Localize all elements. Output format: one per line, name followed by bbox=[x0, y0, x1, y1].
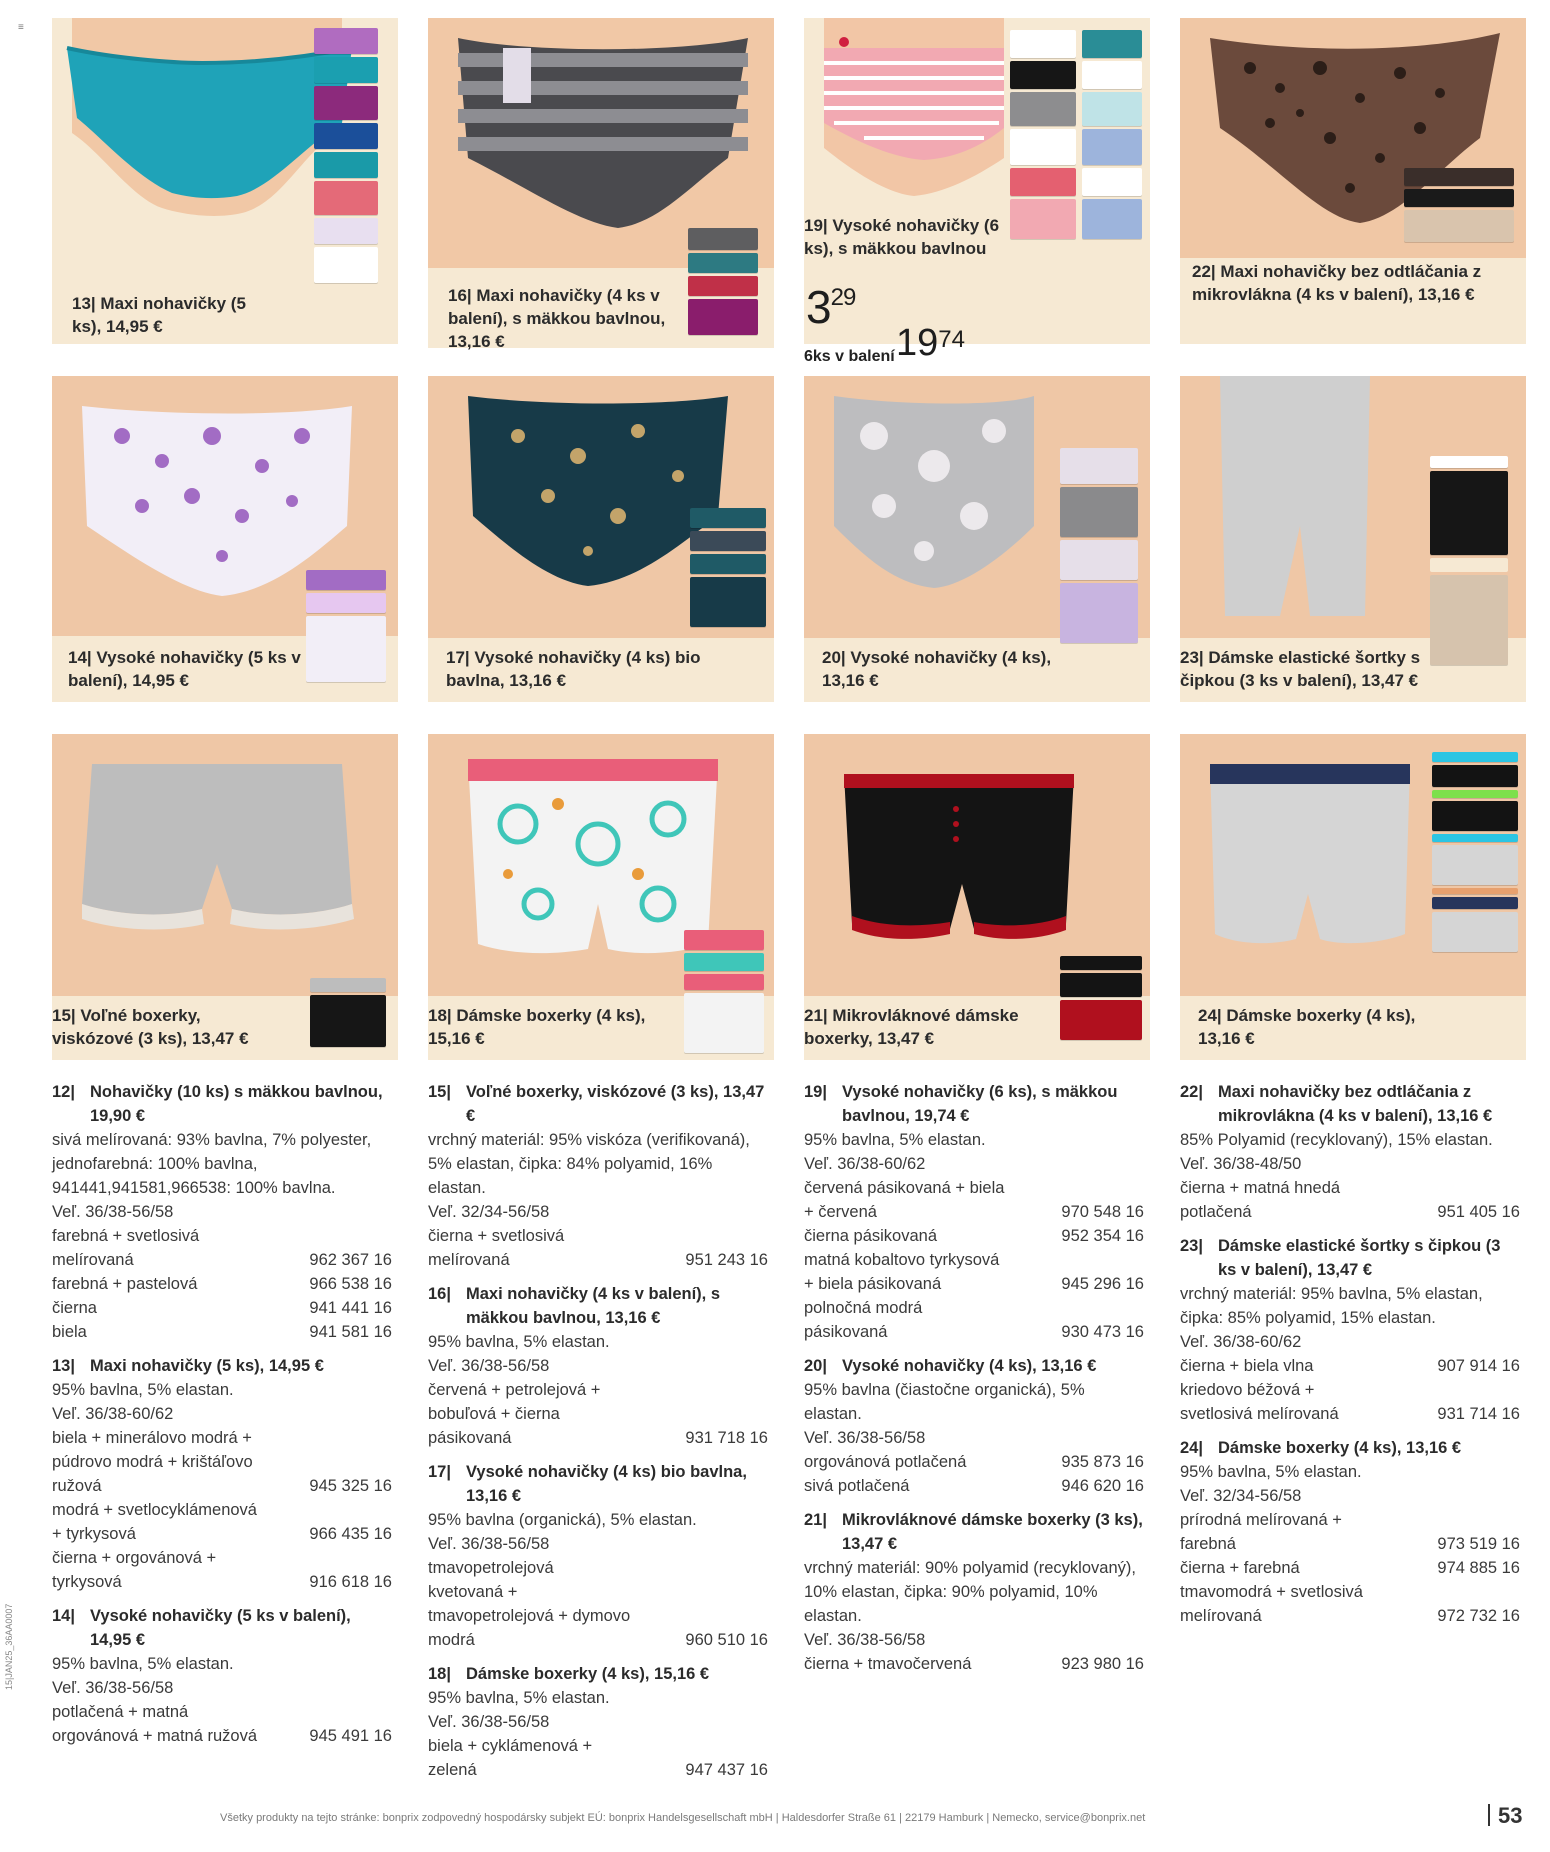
product-caption: Mikrovláknové dámske boxerky, 13,47 € bbox=[804, 1006, 1019, 1048]
variant-code: 951 243 16 bbox=[685, 1251, 768, 1269]
variant-color: čierna + matná hnedá potlačená bbox=[1180, 1179, 1341, 1221]
variant-color: biela + minerálovo modrá + púdrovo modrá + krištáľovo ružová bbox=[52, 1429, 253, 1495]
variant-row bbox=[1180, 1580, 1520, 1628]
item-number: 19| bbox=[804, 1083, 827, 1101]
product-info-16 bbox=[428, 1282, 768, 1458]
product-info-title bbox=[1180, 1080, 1520, 1128]
product-caption: Maxi nohavičky (4 ks v balení), s mäkkou bavlnou, 13,16 € bbox=[448, 286, 666, 351]
spec-line: 95% bavlna, 5% elastan. bbox=[428, 1333, 610, 1351]
item-number: 14| bbox=[52, 1607, 75, 1625]
info-column-3 bbox=[804, 1080, 1144, 1686]
variant-row bbox=[1180, 1556, 1520, 1580]
spec-line: 95% bavlna, 5% elastan. bbox=[52, 1381, 234, 1399]
pack-label: 6ks v balení bbox=[804, 348, 895, 365]
item-title: Maxi nohavičky (4 ks v balení), s mäkkou bavlnou, 13,16 € bbox=[466, 1285, 721, 1327]
variant-code: 930 473 16 bbox=[1061, 1323, 1144, 1341]
item-title: Vysoké nohavičky (6 ks), s mäkkou bavlnou, 19,74 € bbox=[842, 1083, 1118, 1125]
variant-code: 941 581 16 bbox=[309, 1323, 392, 1341]
variant-row bbox=[52, 1320, 392, 1344]
item-number: 22 bbox=[1192, 262, 1211, 281]
item-number: 24 bbox=[1198, 1006, 1217, 1025]
variant-color: polnočná modrá pásikovaná bbox=[804, 1299, 923, 1341]
variant-row bbox=[428, 1224, 768, 1272]
spec-line: Veľ. 36/38-56/58 bbox=[52, 1679, 174, 1697]
spec-line: Veľ. 36/38-60/62 bbox=[52, 1405, 174, 1423]
item-number: 22| bbox=[1180, 1083, 1203, 1101]
product-tile-13[interactable]: 13| Maxi nohavičky (5 ks), 14,95 € bbox=[52, 18, 398, 344]
item-title: Nohavičky (10 ks) s mäkkou bavlnou, 19,90 € bbox=[90, 1083, 383, 1125]
item-number: 17 bbox=[446, 648, 465, 667]
variant-code: 974 885 16 bbox=[1437, 1559, 1520, 1577]
variant-code: 941 441 16 bbox=[309, 1299, 392, 1317]
item-title: Dámske boxerky (4 ks), 15,16 € bbox=[466, 1665, 710, 1683]
product-info-title bbox=[1180, 1436, 1520, 1460]
product-caption: Voľné boxerky, viskózové (3 ks), 13,47 € bbox=[52, 1006, 249, 1048]
item-number: 24| bbox=[1180, 1439, 1203, 1457]
spec-line: 85% Polyamid (recyklovaný), 15% elastan. bbox=[1180, 1131, 1493, 1149]
product-info-title bbox=[804, 1080, 1144, 1128]
item-number: 20| bbox=[804, 1357, 827, 1375]
variant-code: 945 296 16 bbox=[1061, 1275, 1144, 1293]
variant-code: 923 980 16 bbox=[1061, 1655, 1144, 1673]
variant-code: 916 618 16 bbox=[309, 1573, 392, 1591]
variant-color: biela bbox=[52, 1323, 87, 1341]
variant-color: tmavopetrolejová kvetovaná + tmavopetrolejová + dymovo modrá bbox=[428, 1559, 631, 1649]
spec-line: Veľ. 36/38-56/58 bbox=[52, 1203, 174, 1221]
menu-mark: ≡ bbox=[18, 22, 24, 33]
product-info-21 bbox=[804, 1508, 1144, 1684]
item-number: 21| bbox=[804, 1511, 827, 1529]
item-number: 15| bbox=[428, 1083, 451, 1101]
variant-color: kriedovo béžová + svetlosivá melírovaná bbox=[1180, 1381, 1339, 1423]
variant-row bbox=[52, 1296, 392, 1320]
item-title: Vysoké nohavičky (5 ks v balení), 14,95 € bbox=[90, 1607, 351, 1649]
item-title: Dámske elastické šortky s čipkou (3 ks v balení), 13,47 € bbox=[1218, 1237, 1501, 1279]
variant-code: 952 354 16 bbox=[1061, 1227, 1144, 1245]
variant-code: 931 714 16 bbox=[1437, 1405, 1520, 1423]
spec-line: 95% bavlna (organická), 5% elastan. bbox=[428, 1511, 697, 1529]
variant-row bbox=[428, 1734, 768, 1782]
product-tile-21[interactable]: 21| Mikrovláknové dámske boxerky, 13,47 € bbox=[804, 734, 1150, 1060]
item-title: Maxi nohavičky (5 ks), 14,95 € bbox=[90, 1357, 324, 1375]
item-number: 23 bbox=[1180, 648, 1199, 667]
product-tile-19[interactable]: 19| Vysoké nohavičky (6 ks), s mäkkou bavlnou $3^{29}$ 6ks v balení bbox=[804, 18, 1150, 344]
variant-row bbox=[804, 1248, 1144, 1296]
variant-row bbox=[1180, 1508, 1520, 1556]
item-title: Mikrovláknové dámske boxerky (3 ks), 13,47 € bbox=[842, 1511, 1143, 1553]
product-caption: Vysoké nohavičky (5 ks v balení), 14,95 € bbox=[68, 648, 301, 690]
product-info-title bbox=[428, 1460, 768, 1508]
variant-row bbox=[52, 1272, 392, 1296]
product-caption: Dámske boxerky (4 ks), 15,16 € bbox=[428, 1006, 646, 1048]
variant-code: 973 519 16 bbox=[1437, 1535, 1520, 1553]
item-number: 21 bbox=[804, 1006, 823, 1025]
variant-row bbox=[52, 1224, 392, 1272]
item-number: 13 bbox=[72, 294, 91, 313]
spec-line: Veľ. 32/34-56/58 bbox=[428, 1203, 550, 1221]
variant-color: potlačená + matná orgovánová + matná ružová bbox=[52, 1703, 258, 1745]
product-tile-22[interactable]: 22| Maxi nohavičky bez odtláčania z mikrovlákna (4 ks v balení), 13,16 € bbox=[1180, 18, 1526, 344]
item-number: 12| bbox=[52, 1083, 75, 1101]
variant-code: 966 435 16 bbox=[309, 1525, 392, 1543]
spec-line: 95% bavlna, 5% elastan. bbox=[428, 1689, 610, 1707]
variant-color: modrá + svetlocyklámenová + tyrkysová bbox=[52, 1501, 257, 1543]
variant-code: 962 367 16 bbox=[309, 1251, 392, 1269]
variant-row bbox=[428, 1556, 768, 1652]
item-number: 13| bbox=[52, 1357, 75, 1375]
spec-line: Veľ. 36/38-56/58 bbox=[428, 1535, 550, 1553]
variant-color: čierna pásikovaná bbox=[804, 1227, 937, 1245]
product-info-14 bbox=[52, 1604, 392, 1756]
variant-code: 945 325 16 bbox=[309, 1477, 392, 1495]
product-info-title bbox=[52, 1604, 392, 1652]
spec-line: Veľ. 32/34-56/58 bbox=[1180, 1487, 1302, 1505]
spec-line: 95% bavlna (čiastočne organická), 5% elastan. bbox=[804, 1381, 1085, 1423]
variant-row bbox=[52, 1700, 392, 1748]
item-number: 14 bbox=[68, 648, 87, 667]
footer-legal: Všetky produkty na tejto stránke: bonprix zodpovedný hospodársky subjekt EÚ: bonprix Handelsgesellschaft mbH | Haldesdorfer Straße 61 | 22179 Hamburk | Nemecko, service@bonprix.net bbox=[220, 1812, 1146, 1824]
product-tile-16[interactable]: 16| Maxi nohavičky (4 ks v balení), s mäkkou bavlnou, 13,16 € bbox=[428, 18, 774, 348]
variant-code: 946 620 16 bbox=[1061, 1477, 1144, 1495]
product-tile-20[interactable]: 20| Vysoké nohavičky (4 ks), 13,16 € bbox=[804, 376, 1150, 702]
product-caption: Maxi nohavičky (5 ks), 14,95 € bbox=[72, 294, 246, 336]
variant-color: červená pásikovaná + biela + červená bbox=[804, 1179, 1005, 1221]
unit-price: $3^{29}$ bbox=[806, 281, 856, 333]
item-title: Vysoké nohavičky (4 ks), 13,16 € bbox=[842, 1357, 1097, 1375]
product-info-title bbox=[428, 1662, 768, 1686]
product-info-12 bbox=[52, 1080, 392, 1352]
variant-color: čierna bbox=[52, 1299, 97, 1317]
product-info-13 bbox=[52, 1354, 392, 1602]
product-info-title bbox=[428, 1080, 768, 1128]
item-title: Maxi nohavičky bez odtláčania z mikrovlákna (4 ks v balení), 13,16 € bbox=[1218, 1083, 1493, 1125]
info-column-4 bbox=[1180, 1080, 1520, 1638]
product-tile-23[interactable]: 23| Dámske elastické šortky s čipkou (3 ks v balení), 13,47 € bbox=[1180, 376, 1526, 702]
variant-color: biela + cyklámenová + zelená bbox=[428, 1737, 593, 1779]
spec-line: Veľ. 36/38-48/50 bbox=[1180, 1155, 1302, 1173]
product-info-15 bbox=[428, 1080, 768, 1280]
variant-color: čierna + biela vlna bbox=[1180, 1357, 1314, 1375]
variant-color: červená + petrolejová + bobuľová + čierna pásikovaná bbox=[428, 1381, 601, 1447]
variant-code: 972 732 16 bbox=[1437, 1607, 1520, 1625]
spec-line: sivá melírovaná: 93% bavlna, 7% polyester, jednofarebná: 100% bavlna, 941441,941581,966538: 100% bavlna. bbox=[52, 1131, 372, 1197]
total-price: $19^{74}$ bbox=[896, 322, 965, 364]
product-info-24 bbox=[1180, 1436, 1520, 1636]
variant-row bbox=[804, 1296, 1144, 1344]
variant-row bbox=[804, 1474, 1144, 1498]
product-info-title bbox=[804, 1508, 1144, 1556]
product-caption: Maxi nohavičky bez odtláčania z mikrovlákna (4 ks v balení), 13,16 € bbox=[1192, 262, 1482, 304]
product-info-title bbox=[1180, 1234, 1520, 1282]
variant-row bbox=[1180, 1176, 1520, 1224]
spec-line: 95% bavlna, 5% elastan. bbox=[1180, 1463, 1362, 1481]
variant-row bbox=[52, 1546, 392, 1594]
spec-line: 95% bavlna, 5% elastan. bbox=[52, 1655, 234, 1673]
spec-line: 95% bavlna, 5% elastan. bbox=[804, 1131, 986, 1149]
variant-code: 966 538 16 bbox=[309, 1275, 392, 1293]
variant-row bbox=[1180, 1378, 1520, 1426]
variant-row bbox=[804, 1176, 1144, 1224]
product-info-title bbox=[428, 1282, 768, 1330]
item-number: 20 bbox=[822, 648, 841, 667]
item-title: Dámske boxerky (4 ks), 13,16 € bbox=[1218, 1439, 1462, 1457]
spec-line: Veľ. 36/38-60/62 bbox=[804, 1155, 926, 1173]
product-caption: Dámske boxerky (4 ks), 13,16 € bbox=[1198, 1006, 1416, 1048]
product-info-20 bbox=[804, 1354, 1144, 1506]
spec-line: Veľ. 36/38-56/58 bbox=[428, 1713, 550, 1731]
variant-code: 945 491 16 bbox=[309, 1727, 392, 1745]
variant-code: 960 510 16 bbox=[685, 1631, 768, 1649]
spec-line: vrchný materiál: 95% bavlna, 5% elastan, čipka: 85% polyamid, 15% elastan. bbox=[1180, 1285, 1483, 1327]
variant-color: čierna + tmavočervená bbox=[804, 1655, 972, 1673]
item-title: Vysoké nohavičky (4 ks) bio bavlna, 13,16 € bbox=[466, 1463, 747, 1505]
item-number: 16 bbox=[448, 286, 467, 305]
variant-code: 907 914 16 bbox=[1437, 1357, 1520, 1375]
product-info-title bbox=[52, 1354, 392, 1378]
product-caption: Vysoké nohavičky (4 ks), 13,16 € bbox=[822, 648, 1052, 690]
variant-color: farebná + pastelová bbox=[52, 1275, 198, 1293]
catalog-code: 15|JAN25_36AA0007 bbox=[4, 1603, 14, 1690]
variant-row bbox=[428, 1378, 768, 1450]
info-column-1 bbox=[52, 1080, 392, 1758]
variant-color: farebná + svetlosivá melírovaná bbox=[52, 1227, 200, 1269]
item-number: 23| bbox=[1180, 1237, 1203, 1255]
variant-code: 931 718 16 bbox=[685, 1429, 768, 1447]
variant-row bbox=[1180, 1354, 1520, 1378]
variant-color: matná kobaltovo tyrkysová + biela pásikovaná bbox=[804, 1251, 1000, 1293]
product-tile-14[interactable]: 14| Vysoké nohavičky (5 ks v balení), 14,95 € bbox=[52, 376, 398, 702]
variant-code: 947 437 16 bbox=[685, 1761, 768, 1779]
item-number: 15 bbox=[52, 1006, 71, 1025]
variant-color: prírodná melírovaná + farebná bbox=[1180, 1511, 1342, 1553]
product-info-23 bbox=[1180, 1234, 1520, 1434]
product-info-17 bbox=[428, 1460, 768, 1660]
variant-color: sivá potlačená bbox=[804, 1477, 910, 1495]
variant-row bbox=[804, 1652, 1144, 1676]
item-title: Voľné boxerky, viskózové (3 ks), 13,47 € bbox=[466, 1083, 765, 1125]
variant-code: 935 873 16 bbox=[1061, 1453, 1144, 1471]
spec-line: Veľ. 36/38-60/62 bbox=[1180, 1333, 1302, 1351]
variant-color: čierna + svetlosivá melírovaná bbox=[428, 1227, 565, 1269]
spec-line: Veľ. 36/38-56/58 bbox=[804, 1631, 926, 1649]
product-tile-15[interactable]: 15| Voľné boxerky, viskózové (3 ks), 13,47 € bbox=[52, 734, 398, 1060]
page-number: 53 bbox=[1488, 1803, 1522, 1829]
variant-row bbox=[52, 1426, 392, 1498]
item-number: 19 bbox=[804, 216, 823, 235]
product-tile-18[interactable]: 18| Dámske boxerky (4 ks), 15,16 € bbox=[428, 734, 774, 1060]
product-info-title bbox=[804, 1354, 1144, 1378]
variant-code: 970 548 16 bbox=[1061, 1203, 1144, 1221]
product-caption: Dámske elastické šortky s čipkou (3 ks v balení), 13,47 € bbox=[1180, 648, 1421, 690]
variant-color: orgovánová potlačená bbox=[804, 1453, 967, 1471]
spec-line: vrchný materiál: 90% polyamid (recyklovaný), 10% elastan, čipka: 90% polyamid, 10% elastan. bbox=[804, 1559, 1136, 1625]
variant-row bbox=[52, 1498, 392, 1546]
product-tile-24[interactable]: 24| Dámske boxerky (4 ks), 13,16 € bbox=[1180, 734, 1526, 1060]
variant-color: čierna + farebná bbox=[1180, 1559, 1300, 1577]
product-caption: Vysoké nohavičky (6 ks), s mäkkou bavlnou bbox=[804, 216, 1000, 258]
product-info-18 bbox=[428, 1662, 768, 1790]
product-tile-17[interactable]: 17| Vysoké nohavičky (4 ks) bio bavlna, 13,16 € bbox=[428, 376, 774, 702]
variant-row bbox=[804, 1450, 1144, 1474]
item-number: 17| bbox=[428, 1463, 451, 1481]
product-info-22 bbox=[1180, 1080, 1520, 1232]
item-number: 18| bbox=[428, 1665, 451, 1683]
variant-code: 951 405 16 bbox=[1437, 1203, 1520, 1221]
info-column-2 bbox=[428, 1080, 768, 1792]
item-number: 16| bbox=[428, 1285, 451, 1303]
variant-row bbox=[804, 1224, 1144, 1248]
spec-line: Veľ. 36/38-56/58 bbox=[428, 1357, 550, 1375]
spec-line: Veľ. 36/38-56/58 bbox=[804, 1429, 926, 1447]
item-number: 18 bbox=[428, 1006, 447, 1025]
variant-color: čierna + orgovánová + tyrkysová bbox=[52, 1549, 217, 1591]
product-info-19 bbox=[804, 1080, 1144, 1352]
spec-line: vrchný materiál: 95% viskóza (verifikovaná), 5% elastan, čipka: 84% polyamid, 16% elastan. bbox=[428, 1131, 750, 1197]
variant-color: tmavomodrá + svetlosivá melírovaná bbox=[1180, 1583, 1363, 1625]
product-info-title bbox=[52, 1080, 392, 1128]
product-caption: Vysoké nohavičky (4 ks) bio bavlna, 13,16 € bbox=[446, 648, 701, 690]
